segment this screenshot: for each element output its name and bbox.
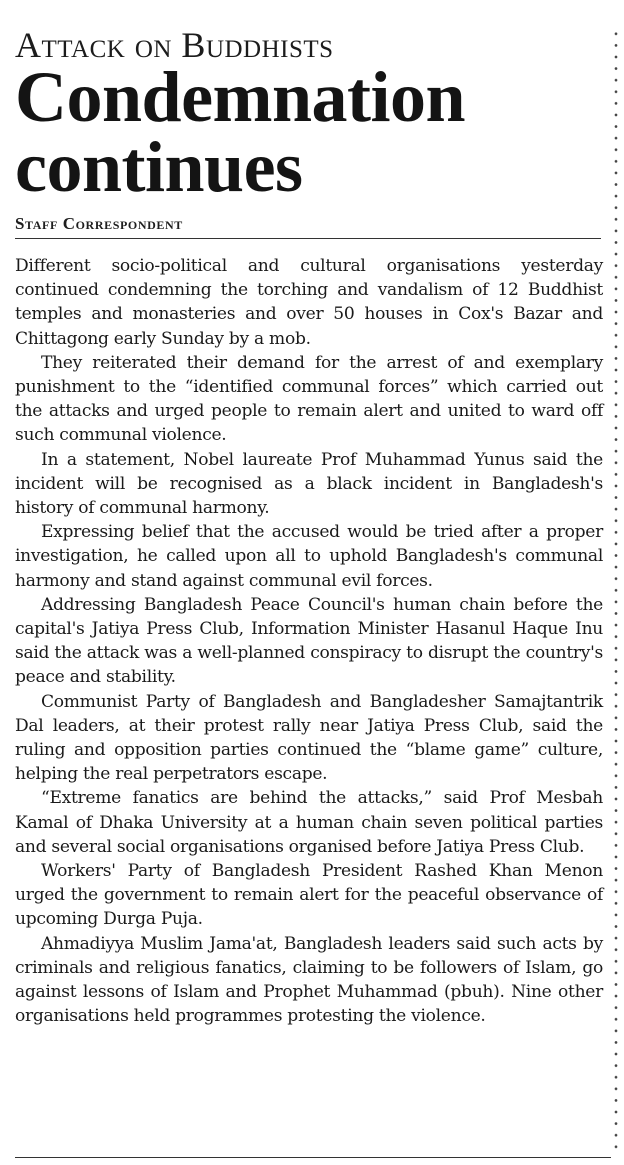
article-paragraph: Communist Party of Bangladesh and Bangladesher Samajtantrik Dal leaders, at their protest rally near Jatiya Press Club, said the ruling and opposition parties continued the “blame game” culture, helping the real perpetrators escape.	[15, 691, 603, 785]
article-paragraph: Ahmadiyya Muslim Jama'at, Bangladesh leaders said such acts by criminals and religious fanatics, claiming to be followers of Islam, go against lessons of Islam and Prophet Muhammad (pbuh). Nine other organisations held programmes protesting the violence.	[15, 933, 603, 1027]
column-dotted-divider	[613, 28, 619, 1152]
article-body	[15, 254, 603, 1029]
article	[15, 26, 603, 1029]
article-headline: Condemnation continues	[15, 57, 466, 207]
article-paragraph: Different socio-political and cultural organisations yesterday continued condemning the torching and vandalism of 12 Buddhist temples and monasteries and over 50 houses in Cox's Bazar and Chittagong early Sunday by a mob.	[15, 256, 603, 349]
article-paragraph: “Extreme fanatics are behind the attacks,” said Prof Mesbah Kamal of Dhaka University at a human chain seven political parties and several social organisations organised before Jatiya Press Club.	[15, 788, 603, 857]
article-paragraph: Addressing Bangladesh Peace Council's human chain before the capital's Jatiya Press Club, Information Minister Hasanul Haque Inu said the attack was a well-planned conspiracy to disrupt the country's peace and stability.	[15, 594, 603, 688]
article-kicker: Attack on Buddhists	[15, 25, 334, 65]
article-paragraph: In a statement, Nobel laureate Prof Muhammad Yunus said the incident will be recognised as a black incident in Bangladesh's history of communal harmony.	[15, 449, 603, 519]
article-byline: Staff Correspondent	[15, 214, 183, 233]
byline-divider	[15, 238, 601, 239]
article-paragraph: They reiterated their demand for the arrest of and exemplary punishment to the “identified communal forces” which carried out the attacks and urged people to remain alert and united to ward off such communal violence.	[15, 352, 603, 446]
bottom-divider	[15, 1157, 611, 1158]
article-paragraph: Workers' Party of Bangladesh President Rashed Khan Menon urged the government to remain alert for the peaceful observance of upcoming Durga Puja.	[15, 861, 603, 930]
article-paragraph: Expressing belief that the accused would be tried after a proper investigation, he called upon all to uphold Bangladesh's communal harmony and stand against communal evil forces.	[15, 522, 603, 591]
